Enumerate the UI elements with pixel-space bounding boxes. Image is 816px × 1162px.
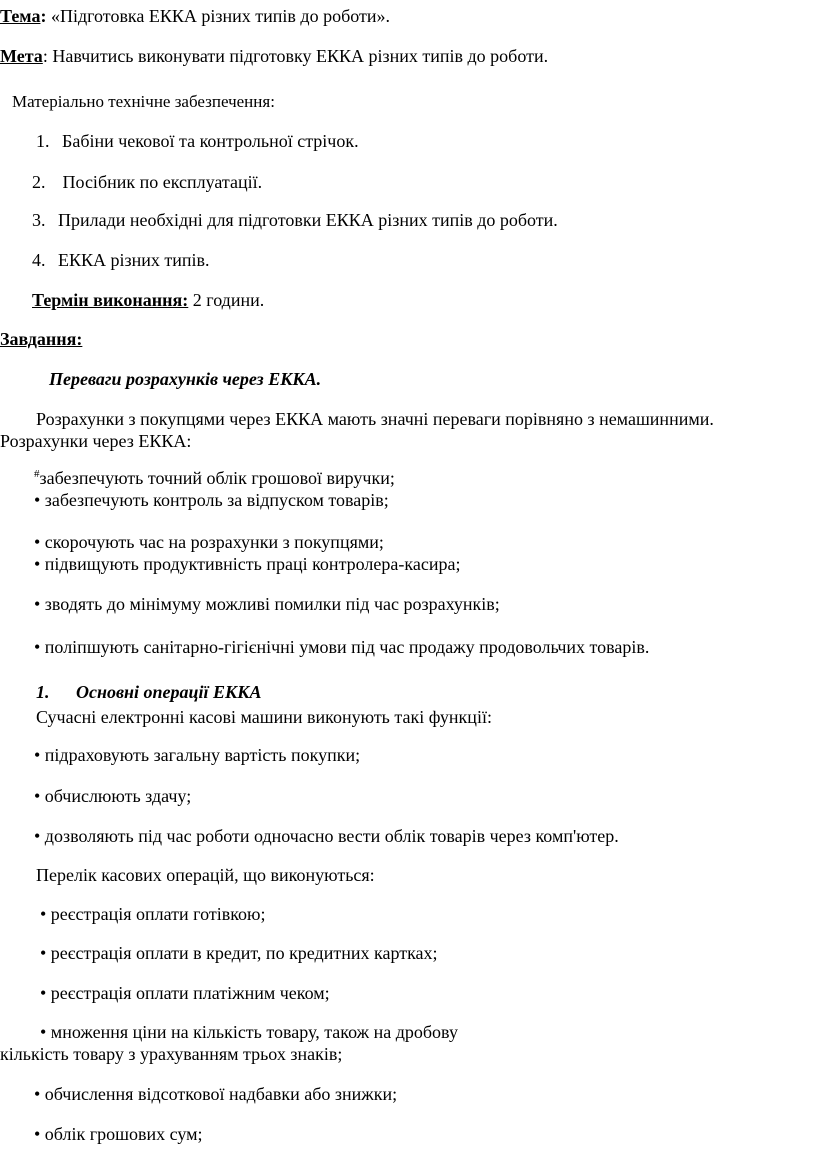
advantages-heading: Переваги розрахунків через ЕККА. [49, 369, 322, 389]
materials-item-num: 3. [32, 210, 46, 230]
operations-intro: Сучасні електронні касові машини виконують такі функції: [36, 707, 492, 727]
cash-op-item-4-cont: кількість товару з урахуванням трьох знаків; [0, 1044, 343, 1064]
advantage-item-1 [34, 467, 395, 489]
topic-text: «Підготовка ЕККА різних типів до роботи». [46, 6, 390, 26]
function-item-3: • дозволяють під час роботи одночасно вести облік товарів через комп'ютер. [34, 826, 619, 846]
materials-item-num: 2. [32, 172, 46, 192]
materials-item-1 [36, 130, 359, 152]
operations-heading-line [36, 681, 261, 703]
materials-heading: Матеріально технічне забезпечення: [12, 92, 275, 111]
topic-colon: : [40, 6, 47, 26]
goal-colon: : [42, 46, 48, 66]
advantage-item-5: • зводять до мінімуму можливі помилки під час розрахунків; [34, 594, 500, 614]
cash-op-item-6: • облік грошових сум; [34, 1124, 203, 1144]
advantage-item-6: • поліпшують санітарно-гігієнічні умови під час продажу продовольчих товарів. [34, 637, 650, 657]
cash-ops-intro: Перелік касових операцій, що виконуються: [36, 865, 375, 885]
topic-label: Тема [0, 6, 41, 26]
topic-line [0, 5, 390, 27]
materials-item-text: Прилади необхідні для підготовки ЕККА різних типів до роботи. [58, 210, 558, 230]
operations-num: 1. [36, 682, 50, 702]
cash-op-item-5: • обчислення відсоткової надбавки або знижки; [34, 1084, 398, 1104]
advantage-text: забезпечують точний облік грошової виручки; [39, 468, 395, 488]
goal-label: Мета [0, 46, 43, 66]
materials-item-2 [32, 171, 262, 193]
cash-op-item-2: • реєстрація оплати в кредит, по кредитних картках; [40, 943, 438, 963]
advantages-intro-line-1: Розрахунки з покупцями через ЕККА мають значні переваги порівняно з немашинними. [36, 409, 714, 429]
deadline-label: Термін виконання: [32, 290, 189, 310]
deadline-line [32, 289, 264, 311]
materials-item-text: Бабіни чекової та контрольної стрічок. [62, 131, 359, 151]
operations-heading: Основні операції ЕККА [76, 682, 262, 702]
function-item-1: • підраховують загальну вартість покупки; [34, 745, 361, 765]
materials-item-num: 1. [36, 131, 50, 151]
goal-line [0, 45, 548, 67]
goal-text: Навчитись виконувати підготовку ЕККА різних типів до роботи. [47, 46, 549, 66]
cash-op-item-3: • реєстрація оплати платіжним чеком; [40, 983, 330, 1003]
deadline-text: 2 години. [188, 290, 265, 310]
materials-item-4 [32, 249, 210, 271]
cash-op-item-1: • реєстрація оплати готівкою; [40, 904, 266, 924]
advantage-item-3: • скорочують час на розрахунки з покупцями; [34, 532, 384, 552]
advantages-intro-line-2: Розрахунки через ЕККА: [0, 431, 192, 451]
advantage-item-2: • забезпечують контроль за відпуском товарів; [34, 490, 389, 510]
advantage-marker: # [34, 468, 40, 480]
cash-op-item-4: • множення ціни на кількість товару, також на дробову [40, 1022, 458, 1042]
function-item-2: • обчислюють здачу; [34, 786, 192, 806]
materials-item-text: Посібник по експлуатації. [58, 172, 263, 192]
materials-item-3 [32, 209, 558, 231]
materials-item-text: ЕККА різних типів. [58, 250, 210, 270]
task-heading: Завдання: [0, 329, 83, 349]
advantage-item-4: • підвищують продуктивність праці контролера-касира; [34, 554, 461, 574]
materials-item-num: 4. [32, 250, 46, 270]
